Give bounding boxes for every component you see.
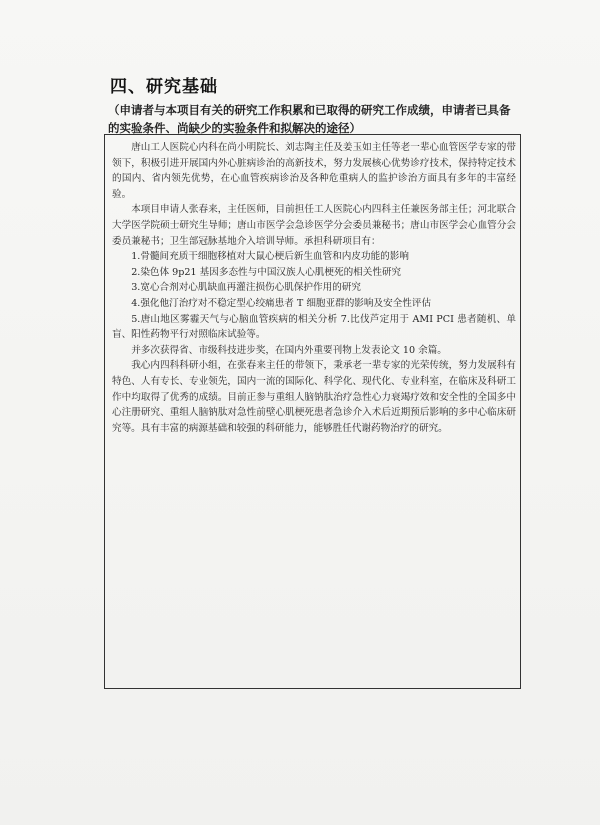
section-subtitle: （申请者与本项目有关的研究工作积累和已取得的研究工作成绩，申请者已具备的实验条件、尚缺少的实验条件和拟解决的途径）	[108, 103, 511, 135]
paragraph-team: 我心内四科科研小组，在张春来主任的带领下，秉承老一辈专家的光荣传统，努力发展科有特色、人有专长、专业领先，国内一流的国际化、科学化、现代化、专业科室，在临床及科研工作中均取得了优秀的成绩。目前正参与重组人脑钠肽治疗急性心力衰竭疗效和安全性的全国多中心注册研究、重组人脑钠肽对急性前壁心肌梗死患者急诊介入术后近期预后影响的多中心临床研究等。具有丰富的病源基础和较强的科研能力，能够胜任代谢药物治疗的研究。	[112, 360, 516, 434]
project-item: 2.染色体 9p21 基因多态性与中国汉族人心肌梗死的相关性研究	[131, 266, 402, 278]
section-title: 四、研究基础	[110, 77, 218, 97]
paragraph-applicant: 本项目申请人张春来，主任医师，目前担任工人医院心内四科主任兼医务部主任；河北联合大学医学院硕士研究生导师；唐山市医学会急诊医学分会委员兼秘书；唐山市医学会心血管分会委员兼秘书；卫生部冠脉基地介入培训导师。承担科研项目有：	[112, 204, 516, 247]
paragraph-awards: 并多次获得省、市级科技进步奖，在国内外重要刊物上发表论文 10 余篇。	[131, 344, 447, 356]
project-item: 4.强化他汀治疗对不稳定型心绞痛患者 T 细胞亚群的影响及安全性评估	[131, 297, 432, 309]
project-item: 3.宽心合剂对心肌缺血再灌注损伤心肌保护作用的研究	[131, 282, 361, 294]
project-item: 1.骨髓间充质干细胞移植对大鼠心梗后新生血管和内皮功能的影响	[131, 251, 409, 263]
project-item: 5.唐山地区雾霾天气与心脑血管疾病的相关分析 7.比伐芦定用于 AMI PCI 患者随机、单盲、阳性药物平行对照临床试验等。	[112, 313, 516, 341]
paragraph-institution: 唐山工人医院心内科在尚小明院长、刘志陶主任及姜玉如主任等老一辈心血管医学专家的带领下，积极引进开展国内外心脏病诊治的高新技术，努力发展核心优势诊疗技术，保持特定技术的国内、省内领先优势，在心血管疾病诊治及各种危重病人的监护诊治方面具有多年的丰富经验。	[112, 142, 516, 200]
content-text	[112, 140, 516, 436]
